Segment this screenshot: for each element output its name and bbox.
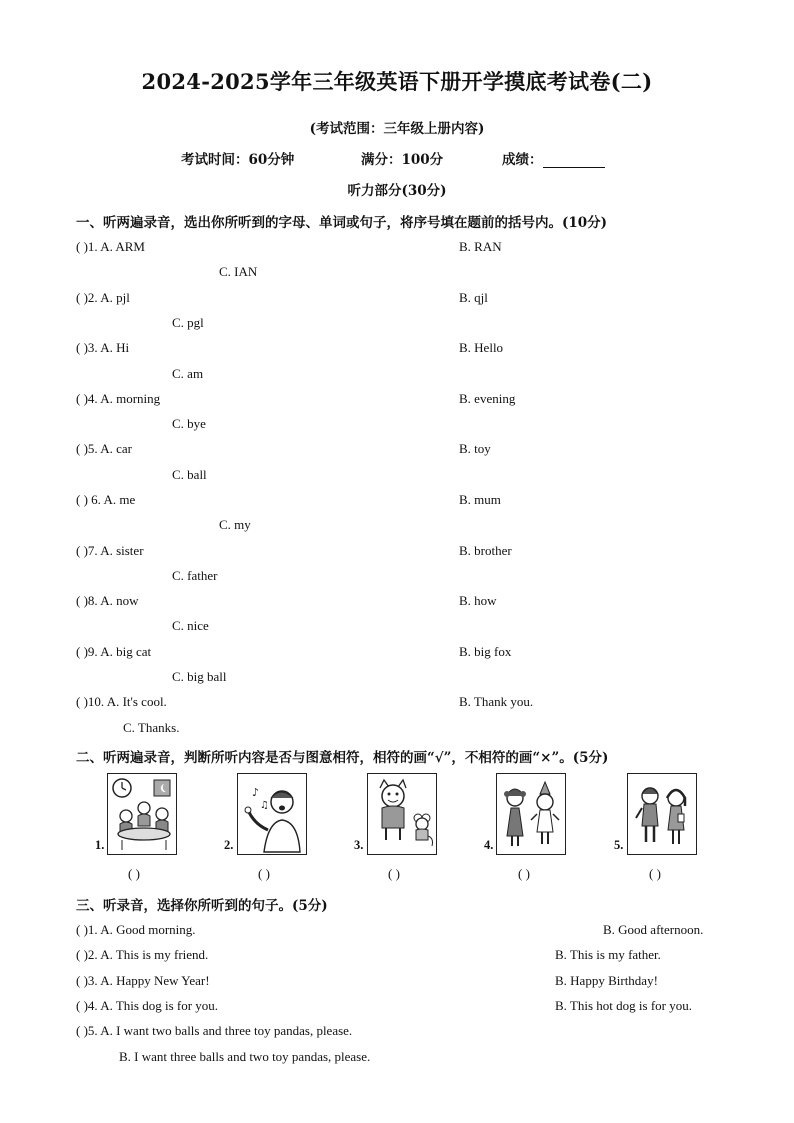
s1-q8-a: ( )8. A. now — [76, 593, 139, 608]
s1-q5-a: ( )5. A. car — [76, 441, 132, 456]
picture-4 — [496, 773, 566, 855]
s3-q3-b: B. Happy Birthday! — [555, 973, 658, 988]
s1-q3-b: B. Hello — [459, 340, 504, 355]
s1-q7-a: ( )7. A. sister — [76, 543, 144, 558]
picture-5 — [627, 773, 697, 855]
s1-q9-b: B. big fox — [459, 644, 512, 659]
s3-q2-b: B. This is my father. — [555, 947, 661, 962]
s3-q4-b: B. This hot dog is for you. — [555, 998, 692, 1013]
score-label: 成绩： — [502, 152, 543, 168]
s1-q6-c: C. my — [219, 517, 251, 532]
s1-q10-a: ( )10. A. It's cool. — [76, 694, 167, 709]
picture-1-answer[interactable]: ( ) — [128, 866, 140, 881]
s1-q4-b: B. evening — [459, 391, 516, 406]
s1-q10-c: C. Thanks. — [123, 720, 180, 735]
score-field — [502, 148, 605, 168]
two-girls-icon — [497, 774, 565, 854]
picture-4-answer[interactable]: ( ) — [518, 866, 530, 881]
picture-3-number: 3. — [354, 838, 364, 852]
picture-2-answer[interactable]: ( ) — [258, 866, 270, 881]
s1-q2-b: B. qjl — [459, 290, 488, 305]
score-blank[interactable] — [543, 153, 605, 168]
s1-q5-b: B. toy — [459, 441, 491, 456]
s1-q3-a: ( )3. A. Hi — [76, 340, 130, 355]
picture-5-answer[interactable]: ( ) — [649, 866, 661, 881]
s1-q1-b: B. RAN — [459, 239, 502, 254]
s1-q7-b: B. brother — [459, 543, 512, 558]
s3-q1-b: B. Good afternoon. — [603, 922, 704, 937]
s1-q9-a: ( )9. A. big cat — [76, 644, 152, 659]
page-title: 2024-2025学年三年级英语下册开学摸底考试卷(二) — [141, 69, 653, 94]
s3-q1-a: ( )1. A. Good morning. — [76, 922, 196, 937]
section2-heading: 二、听两遍录音，判断所听内容是否与图意相符，相符的画“√”，不相符的画“×”。(5分) — [76, 750, 609, 766]
s1-q1-c: C. IAN — [219, 264, 258, 279]
boy-singing-icon — [238, 774, 306, 854]
svg-text:♫: ♫ — [260, 800, 269, 811]
s1-q6-a: ( ) 6. A. me — [76, 492, 136, 507]
picture-1 — [107, 773, 177, 855]
s1-q7-c: C. father — [172, 568, 218, 583]
section1-heading: 一、听两遍录音，选出你所听到的字母、单词或句子，将序号填在题前的括号内。(10分) — [76, 215, 608, 231]
s1-q9-c: C. big ball — [172, 669, 227, 684]
boy-and-girl-icon — [628, 774, 696, 854]
s1-q8-b: B. how — [459, 593, 497, 608]
family-dinner-clock-icon — [108, 774, 176, 854]
svg-text:♪: ♪ — [252, 786, 260, 799]
s3-q4-a: ( )4. A. This dog is for you. — [76, 998, 219, 1013]
s1-q4-a: ( )4. A. morning — [76, 391, 161, 406]
s1-q10-b: B. Thank you. — [459, 694, 534, 709]
exam-time: 考试时间：60分钟 — [181, 152, 295, 168]
exam-scope: (考试范围：三年级上册内容) — [309, 121, 485, 137]
s1-q4-c: C. bye — [172, 416, 206, 431]
s3-q5-b: B. I want three balls and two toy pandas, please. — [119, 1049, 371, 1064]
s1-q1-a: ( )1. A. ARM — [76, 239, 145, 254]
s3-q2-a: ( )2. A. This is my friend. — [76, 947, 209, 962]
picture-3 — [367, 773, 437, 855]
listening-part-heading: 听力部分(30分) — [347, 183, 447, 199]
s1-q8-c: C. nice — [172, 618, 209, 633]
picture-2 — [237, 773, 307, 855]
picture-5-number: 5. — [614, 838, 624, 852]
full-marks: 满分：100分 — [361, 152, 444, 168]
s3-q3-a: ( )3. A. Happy New Year! — [76, 973, 210, 988]
section3-heading: 三、听录音，选择你所听到的句子。(5分) — [76, 898, 328, 914]
picture-1-number: 1. — [95, 838, 105, 852]
s1-q3-c: C. am — [172, 366, 204, 381]
s1-q5-c: C. ball — [172, 467, 207, 482]
s1-q2-a: ( )2. A. pjl — [76, 290, 130, 305]
picture-4-number: 4. — [484, 838, 494, 852]
s1-q2-c: C. pgl — [172, 315, 204, 330]
s3-q5-a: ( )5. A. I want two balls and three toy pandas, please. — [76, 1023, 353, 1038]
cat-and-mouse-icon — [368, 774, 436, 854]
picture-2-number: 2. — [224, 838, 234, 852]
picture-3-answer[interactable]: ( ) — [388, 866, 400, 881]
s1-q6-b: B. mum — [459, 492, 501, 507]
